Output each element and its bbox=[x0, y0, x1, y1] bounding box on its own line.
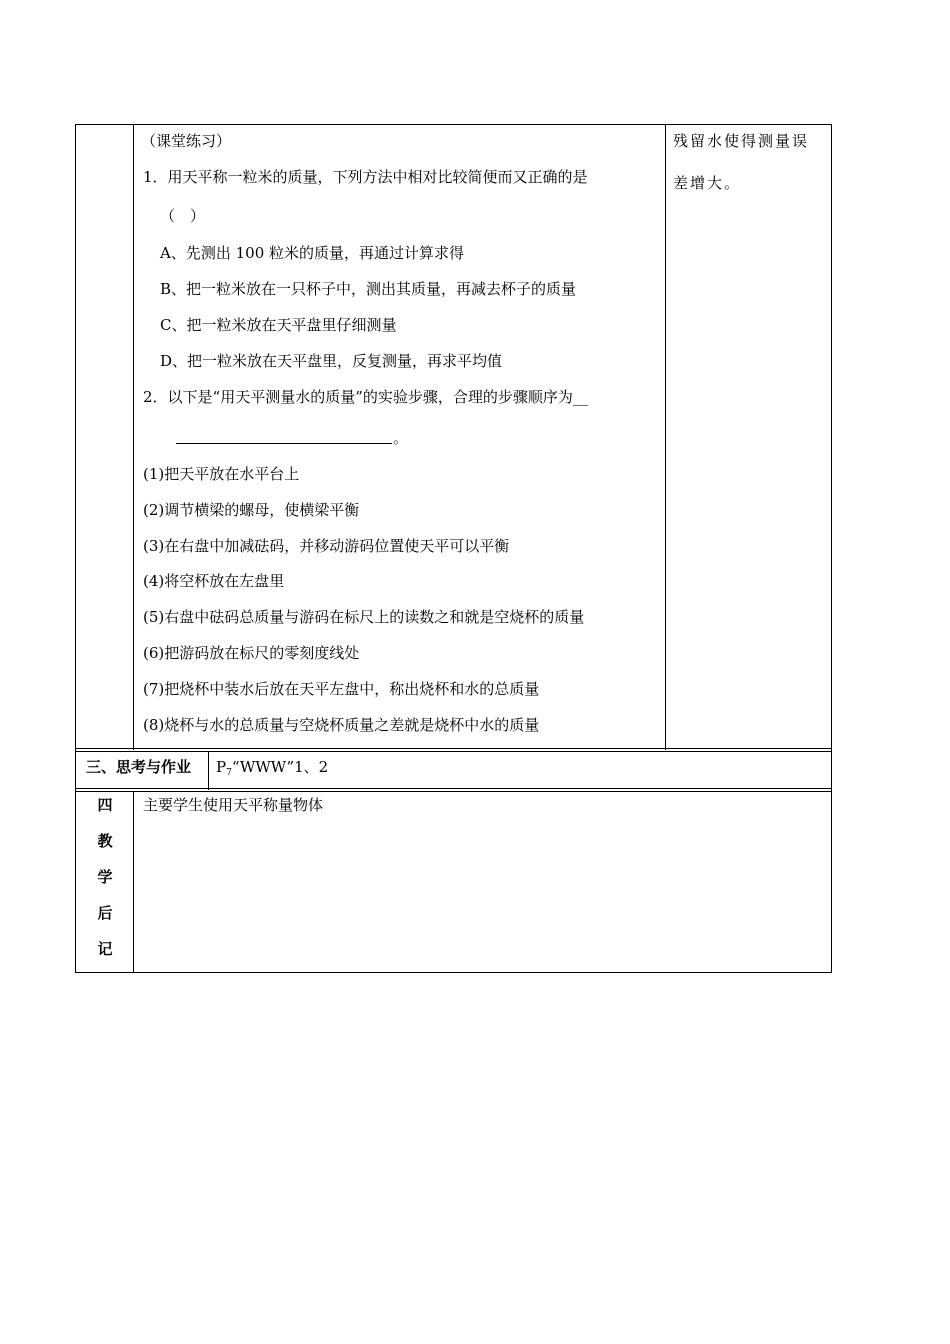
homework-label: 三、思考与作业 bbox=[86, 758, 192, 776]
homework-content-rest: “WWW”1、2 bbox=[231, 758, 329, 776]
reflection-label-char-1: 四 bbox=[97, 796, 113, 814]
step-8: (8)烧杯与水的总质量与空烧杯质量之差就是烧杯中水的质量 bbox=[143, 716, 540, 734]
question-1-stem: 1．用天平称一粒米的质量，下列方法中相对比较简便而又正确的是 bbox=[143, 168, 588, 186]
section-divider-top-b bbox=[75, 751, 832, 752]
note-line-2: 差增大。 bbox=[673, 174, 742, 192]
answer-blank-line bbox=[176, 443, 392, 444]
left-column-divider bbox=[133, 124, 134, 750]
step-7: (7)把烧杯中装水后放在天平左盘中，称出烧杯和水的总质量 bbox=[143, 680, 540, 698]
reflection-label-char-4: 后 bbox=[97, 904, 113, 922]
section-divider-top-a bbox=[75, 748, 832, 749]
question-1-option-c: C、把一粒米放在天平盘里仔细测量 bbox=[160, 316, 397, 334]
section-divider-mid-a bbox=[75, 788, 832, 789]
practice-heading: （课堂练习） bbox=[141, 132, 232, 150]
note-column-divider bbox=[665, 124, 666, 750]
question-2-stem: 2．以下是“用天平测量水的质量”的实验步骤，合理的步骤顺序为__ bbox=[143, 388, 588, 406]
question-1-option-d: D、把一粒米放在天平盘里，反复测量，再求平均值 bbox=[160, 352, 503, 370]
question-1-paren: （ ） bbox=[160, 207, 206, 225]
question-1-option-b: B、把一粒米放在一只杯子中，测出其质量，再减去杯子的质量 bbox=[160, 280, 577, 298]
step-1: (1)把天平放在水平台上 bbox=[143, 465, 300, 483]
step-2: (2)调节横梁的螺母，使横梁平衡 bbox=[143, 501, 360, 519]
reflection-label-char-5: 记 bbox=[97, 940, 113, 958]
reflection-label-char-3: 学 bbox=[97, 868, 113, 886]
homework-content-subscript: 7 bbox=[226, 768, 232, 778]
section-divider-mid-b bbox=[75, 791, 832, 792]
step-3: (3)在右盘中加减砝码，并移动游码位置使天平可以平衡 bbox=[143, 537, 510, 555]
homework-label-divider bbox=[208, 751, 209, 790]
reflection-label-char-2: 教 bbox=[97, 832, 113, 850]
step-6: (6)把游码放在标尺的零刻度线处 bbox=[143, 644, 360, 662]
question-1-option-a: A、先测出 100 粒米的质量，再通过计算求得 bbox=[160, 244, 465, 262]
step-5: (5)右盘中砝码总质量与游码在标尺上的读数之和就是空烧杯的质量 bbox=[143, 608, 585, 626]
note-line-1: 残留水使得测量误 bbox=[673, 132, 810, 150]
homework-content bbox=[216, 757, 328, 783]
homework-content-prefix: P bbox=[216, 758, 227, 776]
reflection-content: 主要学生使用天平称量物体 bbox=[143, 796, 324, 814]
answer-blank-end: 。 bbox=[393, 429, 409, 447]
step-4: (4)将空杯放在左盘里 bbox=[143, 572, 285, 590]
